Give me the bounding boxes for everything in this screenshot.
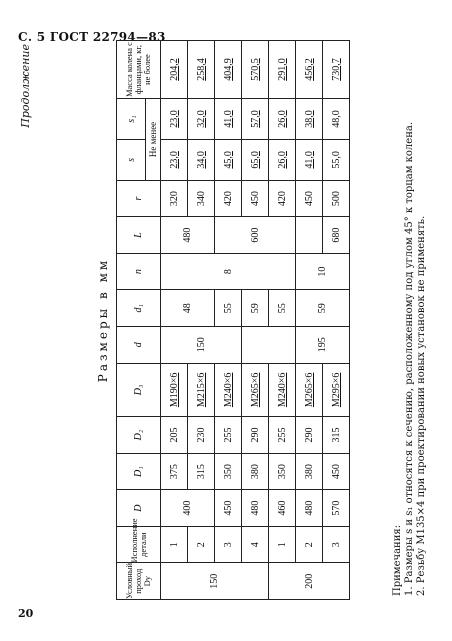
D-cell: 450 [215,490,242,527]
r-cell: 450 [242,180,269,217]
L-cell: 680 [323,217,350,254]
d1-cell: 48 [161,290,215,327]
s1-cell: 26,0 [269,99,296,140]
header-D: D [117,490,161,527]
D3-cell: M240×6 [215,363,242,417]
r-cell: 500 [323,180,350,217]
r-cell: 450 [296,180,323,217]
D-cell: 480 [242,490,269,527]
d1-cell: 55 [269,290,296,327]
header-r: r [117,180,161,217]
header-d: d [117,326,161,363]
mass-cell: 404,9 [215,41,242,99]
s-cell: 23,0 [161,139,188,180]
table-row [161,41,188,600]
D3-cell: M265×6 [296,363,323,417]
dy-cell-150: 150 [161,563,269,600]
dimensions-table [116,40,350,600]
D3-cell: M190×6 [161,363,188,417]
variant-cell: 1 [161,526,188,563]
header-D2: D₂ [117,417,161,454]
D3-cell: M295×6 [323,363,350,417]
notes-block [392,122,428,596]
header-d1: d₁ [117,290,161,327]
rotated-table-page [18,40,438,600]
table-row [269,41,296,600]
D2-cell: 230 [188,417,215,454]
D2-cell: 205 [161,417,188,454]
variant-cell: 3 [215,526,242,563]
D2-cell: 290 [296,417,323,454]
header-L: L [117,217,161,254]
note-item: 1. Размеры s и s₁ относятся к сечению, расположенному под углом 45° к торцам колена. [404,122,415,596]
mass-cell: 204,2 [161,41,188,99]
s1-cell: 23,0 [161,99,188,140]
D1-cell: 315 [188,453,215,490]
variant-cell: 2 [296,526,323,563]
header-D1: D₁ [117,453,161,490]
D-cell: 400 [161,490,215,527]
d-cell: 150 [161,326,242,363]
header-s1: s₁ [117,99,146,140]
s1-cell: 32,0 [188,99,215,140]
header-s: s [117,139,146,180]
D3-cell: M215×6 [188,363,215,417]
variant-cell: 1 [269,526,296,563]
D1-cell: 350 [215,453,242,490]
D-cell: 570 [323,490,350,527]
note-item: 2. Резьбу M135×4 при проектировании новых установок не применять. [416,215,427,596]
s1-cell: 57,0 [242,99,269,140]
r-cell: 340 [188,180,215,217]
header-D3: D₃ [117,363,161,417]
s1-cell: 41,0 [215,99,242,140]
d-cell: 195 [296,326,350,363]
header-variant: Исполнение детали [117,526,161,563]
s1-cell: 38,0 [296,99,323,140]
s1-cell: 48,0 [323,99,350,140]
table-row [215,41,242,600]
d1-cell: 59 [242,290,269,327]
continuation-label: Продолжение [19,44,32,128]
D1-cell: 380 [242,453,269,490]
mass-cell: 730,7 [323,41,350,99]
D3-cell: M265×6 [242,363,269,417]
s-cell: 55,0 [323,139,350,180]
mass-cell: 456,2 [296,41,323,99]
s-cell: 65,0 [242,139,269,180]
table-row [296,41,323,600]
s-cell: 34,0 [188,139,215,180]
dy-cell-200: 200 [269,563,350,600]
D1-cell: 380 [296,453,323,490]
variant-cell: 4 [242,526,269,563]
table-row [242,41,269,600]
L-cell: 600 [215,217,296,254]
L-cell: 480 [161,217,215,254]
D1-cell: 375 [161,453,188,490]
header-mass: Масса колена с фланцами, кг, не более [117,41,161,99]
D2-cell: 255 [215,417,242,454]
D2-cell: 290 [242,417,269,454]
header-n: n [117,253,161,290]
s-cell: 45,0 [215,139,242,180]
s-cell: 41,0 [296,139,323,180]
d-cell [242,326,296,363]
n-cell: 8 [161,253,296,290]
header-not-less: Не менее [146,99,161,181]
variant-cell: 3 [323,526,350,563]
r-cell: 320 [161,180,188,217]
header-dy: Условный проход Dу [117,563,161,600]
table-caption: Размеры в мм [96,257,110,383]
D1-cell: 350 [269,453,296,490]
D2-cell: 315 [323,417,350,454]
variant-cell: 2 [188,526,215,563]
n-cell: 10 [296,253,350,290]
D-cell: 480 [296,490,323,527]
notes-title: Примечания: [392,524,403,596]
mass-cell: 258,4 [188,41,215,99]
r-cell: 420 [269,180,296,217]
D2-cell: 255 [269,417,296,454]
mass-cell: 291,0 [269,41,296,99]
L-cell [296,217,323,254]
d1-cell: 55 [215,290,242,327]
mass-cell: 570,5 [242,41,269,99]
D-cell: 460 [269,490,296,527]
page-number: 20 [18,607,34,620]
D3-cell: M240×6 [269,363,296,417]
r-cell: 420 [215,180,242,217]
d1-cell: 59 [296,290,350,327]
D1-cell: 450 [323,453,350,490]
page-header: С. 5 ГОСТ 22794—83 [18,30,166,44]
s-cell: 26,0 [269,139,296,180]
